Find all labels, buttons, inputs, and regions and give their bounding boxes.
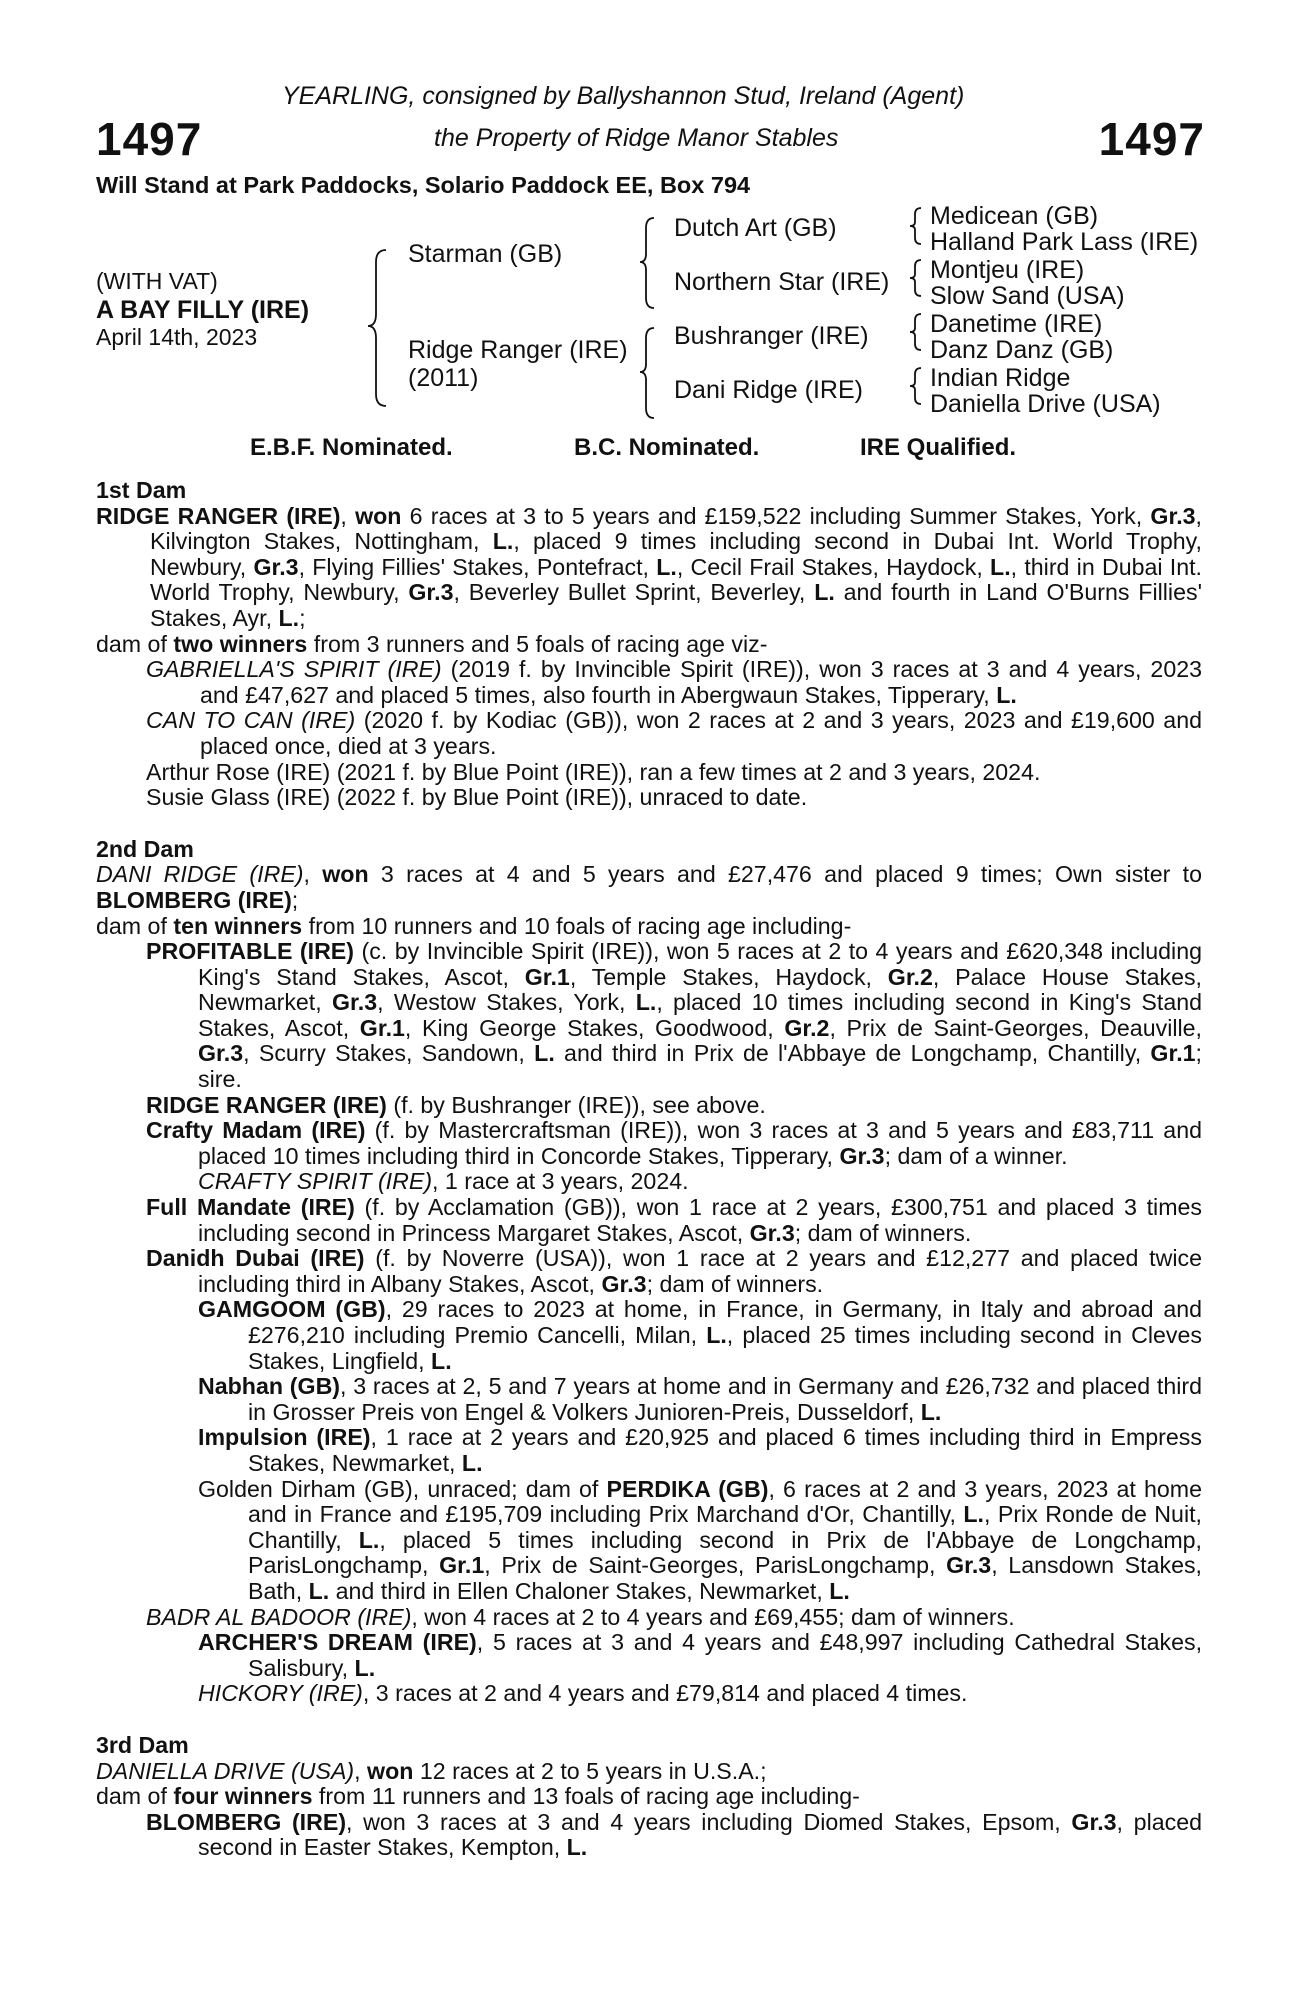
produce-ridge-ranger: RIDGE RANGER (IRE) (f. by Bushranger (IRE)), see above. <box>146 1091 766 1118</box>
ancestor-5: Danetime (IRE) <box>930 310 1103 338</box>
section-1st-dam: 1st Dam <box>96 477 187 503</box>
property-line: the Property of Ridge Manor Stables <box>434 124 839 152</box>
dam-year: (2011) <box>408 364 479 392</box>
sire-sire: Dutch Art (GB) <box>674 214 837 242</box>
pedigree-brace-main <box>366 248 390 408</box>
sire: Starman (GB) <box>408 240 563 268</box>
produce-archers-dream: ARCHER'S DREAM (IRE), 5 races at 3 and 4 years and £48,997 including Cathedral Stakes, Salisbury, L. <box>198 1629 1203 1681</box>
produce-blomberg: BLOMBERG (IRE), won 3 races at 3 and 4 years including Diomed Stakes, Epsom, Gr.3, placed second in Easter Stakes, Kempton, L. <box>146 1808 1203 1861</box>
produce-full-mandate: Full Mandate (IRE) (f. by Acclamation (GB)), won 1 race at 2 years, £300,751 and placed 3 times including second in Princess Margaret Stakes, Ascot, Gr.3; dam of winners. <box>146 1194 1202 1246</box>
foaling-date: April 14th, 2023 <box>96 324 258 350</box>
produce-danidh-dubai: Danidh Dubai (IRE) (f. by Noverre (USA)), won 1 race at 2 years and £12,277 and placed twice including third in Albany Stakes, Ascot, Gr.3; dam of winners. <box>146 1245 1203 1297</box>
ancestor-2: Halland Park Lass (IRE) <box>930 228 1199 256</box>
dam1-record: RIDGE RANGER (IRE), won 6 races at 3 to 5 years and £159,522 including Summer Stakes, York, Gr.3, Kilvington Stakes, Nottingham, L., placed 9 times including second in Dubai Int. World Trophy, Newbury, Gr.3, Flying Fillies' Stakes, Pontefract, L., Cecil Frail Stakes, Haydock, L., third in Dubai Int. World Trophy, Newbury, Gr.3, Beverley Bullet Sprint, Beverley, L. and fourth in Land O'Burns Fillies' Stakes, Ayr, L.; <box>96 502 1202 631</box>
ancestor-4: Slow Sand (USA) <box>930 282 1125 310</box>
pedigree-brace-sire <box>638 216 658 310</box>
produce-arthur-rose: Arthur Rose (IRE) (2021 f. by Blue Point (IRE)), ran a few times at 2 and 3 years, 2024. <box>146 758 1041 785</box>
dam-dam: Dani Ridge (IRE) <box>674 376 863 404</box>
ancestor-7: Indian Ridge <box>930 364 1071 392</box>
dam2-record: DANI RIDGE (IRE), won 3 races at 4 and 5 years and £27,476 and placed 9 times; Own sister to BLOMBERG (IRE); <box>96 861 1202 913</box>
produce-gamgoom: GAMGOOM (GB), 29 races to 2023 at home, in France, in Germany, in Italy and abroad and £276,210 including Premio Cancelli, Milan, L., placed 25 times including second in Cleves Stakes, Lingfield, L. <box>198 1296 1203 1374</box>
dam-sire: Bushranger (IRE) <box>674 322 869 350</box>
horse-name: A BAY FILLY (IRE) <box>96 296 310 324</box>
lot-number-right: 1497 <box>1098 113 1205 165</box>
produce-impulsion: Impulsion (IRE), 1 race at 2 years and £20,925 and placed 6 times including third in Empress Stakes, Newmarket, L. <box>198 1424 1202 1476</box>
consignor-line: YEARLING, consigned by Ballyshannon Stud, Ireland (Agent) <box>282 82 965 110</box>
section-2nd-dam: 2nd Dam <box>96 835 194 862</box>
pedigree-brace-g2 <box>908 258 924 298</box>
vat-note: (WITH VAT) <box>96 268 218 294</box>
dam3-produce-summary: dam of four winners from 11 runners and 13 foals of racing age including- <box>96 1783 860 1810</box>
catalogue-body <box>96 478 1202 1861</box>
dam1-produce-summary: dam of two winners from 3 runners and 5 foals of racing age viz- <box>96 630 768 657</box>
produce-golden-dirham: Golden Dirham (GB), unraced; dam of PERDIKA (GB), 6 races at 2 and 3 years, 2023 at home and in France and £195,709 including Prix Marchand d'Or, Chantilly, L., Prix Ronde de Nuit, Chantilly, L., placed 5 times including second in Prix de l'Abbaye de Longchamp, ParisLongchamp, Gr.1, Prix de Saint-Georges, ParisLongchamp, Gr.3, Lansdown Stakes, Bath, L. and third in Ellen Chaloner Stakes, Newmarket, L. <box>198 1475 1202 1604</box>
produce-hickory: HICKORY (IRE), 3 races at 2 and 4 years and £79,814 and placed 4 times. <box>198 1680 968 1707</box>
produce-nabhan: Nabhan (GB), 3 races at 2, 5 and 7 years at home and in Germany and £26,732 and placed third in Grosser Preis von Engel & Volkers Junioren-Preis, Dusseldorf, L. <box>198 1373 1202 1425</box>
produce-badr-al-badoor: BADR AL BADOOR (IRE), won 4 races at 2 to 4 years and £69,455; dam of winners. <box>146 1603 1015 1630</box>
dam: Ridge Ranger (IRE) <box>408 336 628 364</box>
produce-gabriellas-spirit: GABRIELLA'S SPIRIT (IRE) (2019 f. by Invincible Spirit (IRE)), won 3 races at 3 and 4 years, 2023 and £47,627 and placed 5 times, also fourth in Abergwaun Stakes, Tipperary, L. <box>146 656 1203 708</box>
ancestor-8: Daniella Drive (USA) <box>930 390 1161 418</box>
ebf-nomination: E.B.F. Nominated. <box>250 434 453 461</box>
produce-crafty-spirit: CRAFTY SPIRIT (IRE), 1 race at 3 years, 2024. <box>198 1168 689 1195</box>
produce-can-to-can: CAN TO CAN (IRE) (2020 f. by Kodiac (GB)), won 2 races at 2 and 3 years, 2023 and £19,600 and placed once, died at 3 years. <box>146 707 1202 759</box>
produce-susie-glass: Susie Glass (IRE) (2022 f. by Blue Point (IRE)), unraced to date. <box>146 784 808 811</box>
pedigree-brace-g3 <box>908 312 924 352</box>
produce-profitable: PROFITABLE (IRE) (c. by Invincible Spirit (IRE)), won 5 races at 2 to 4 years and £620,348 including King's Stand Stakes, Ascot, Gr.1, Temple Stakes, Haydock, Gr.2, Palace House Stakes, Newmarket, Gr.3, Westow Stakes, York, L., placed 10 times including second in King's Stand Stakes, Ascot, Gr.1, King George Stakes, Goodwood, Gr.2, Prix de Saint-Georges, Deauville, Gr.3, Scurry Stakes, Sandown, L. and third in Prix de l'Abbaye de Longchamp, Chantilly, Gr.1; sire. <box>146 938 1203 1093</box>
sire-dam: Northern Star (IRE) <box>674 268 890 296</box>
ancestor-1: Medicean (GB) <box>930 202 1099 230</box>
pedigree-brace-g4 <box>908 366 924 406</box>
ancestor-3: Montjeu (IRE) <box>930 256 1085 284</box>
ire-qualified: IRE Qualified. <box>860 434 1017 461</box>
section-3rd-dam: 3rd Dam <box>96 1731 189 1758</box>
produce-crafty-madam: Crafty Madam (IRE) (f. by Mastercraftsman (IRE)), won 3 races at 3 and 5 years and £83,711 and placed 10 times including third in Concorde Stakes, Tipperary, Gr.3; dam of a winner. <box>146 1117 1202 1169</box>
pedigree-brace-g1 <box>908 206 924 246</box>
stable-location: Will Stand at Park Paddocks, Solario Paddock EE, Box 794 <box>96 172 751 198</box>
bc-nomination: B.C. Nominated. <box>574 434 760 461</box>
dam3-record: DANIELLA DRIVE (USA), won 12 races at 2 to 5 years in U.S.A.; <box>96 1757 767 1784</box>
lot-number-left: 1497 <box>96 113 203 165</box>
pedigree-brace-dam <box>638 326 658 420</box>
dam2-produce-summary: dam of ten winners from 10 runners and 10 foals of racing age including- <box>96 912 852 939</box>
ancestor-6: Danz Danz (GB) <box>930 336 1114 364</box>
